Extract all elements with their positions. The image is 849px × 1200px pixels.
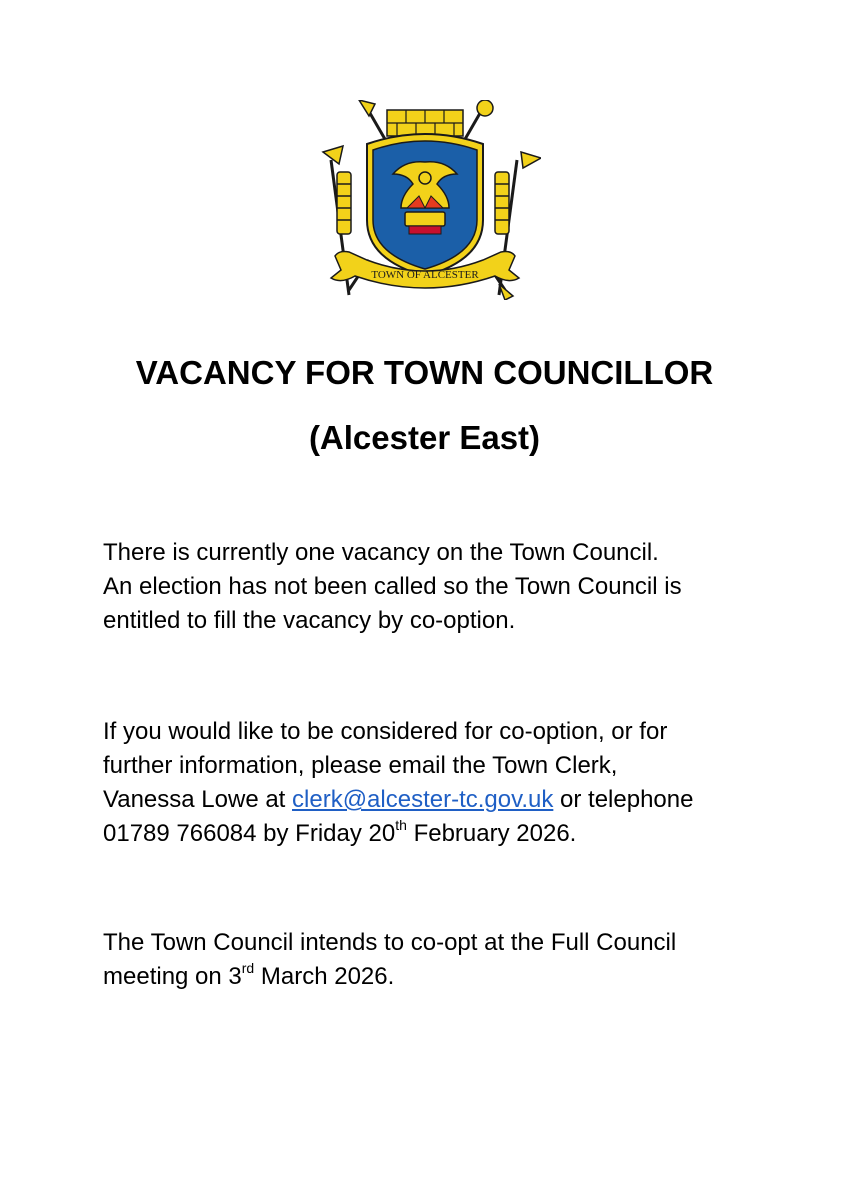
paragraph-line: If you would like to be considered for co-option, or for — [103, 718, 668, 745]
ordinal-suffix: rd — [241, 960, 255, 976]
banner-text: TOWN OF ALCESTER — [371, 269, 479, 281]
text-span: 01789 766084 by Friday 20 — [103, 820, 396, 847]
paragraph-line: There is currently one vacancy on the Town Council. — [103, 539, 659, 566]
paragraph-line — [103, 960, 803, 994]
page-subtitle: (Alcester East) — [308, 419, 541, 456]
contact-paragraph — [103, 715, 803, 851]
text-span: February 2026. — [406, 820, 577, 847]
paragraph-line: further information, please email the Town Clerk, — [103, 752, 618, 779]
clerk-email-link[interactable]: clerk@alcester-tc.gov.uk — [292, 786, 554, 813]
text-span: Vanessa Lowe at — [103, 786, 293, 813]
meeting-paragraph — [103, 926, 803, 994]
town-crest-logo — [309, 100, 541, 300]
text-span: March 2026. — [254, 963, 395, 990]
paragraph-line — [103, 783, 803, 817]
vacancy-paragraph — [103, 536, 803, 638]
text-span: or telephone — [553, 786, 694, 813]
mural-crown-icon — [387, 110, 463, 136]
paragraph-line: An election has not been called so the Town Council is — [103, 573, 682, 600]
paragraph-line — [103, 817, 803, 851]
paragraph-line: The Town Council intends to co-opt at the Full Council — [103, 929, 677, 956]
paragraph-line: entitled to fill the vacancy by co-option. — [103, 607, 516, 634]
crown-icon — [405, 212, 445, 234]
ordinal-suffix: th — [395, 817, 407, 833]
page-title: VACANCY FOR TOWN COUNCILLOR — [135, 354, 714, 391]
text-span: meeting on 3 — [103, 963, 242, 990]
